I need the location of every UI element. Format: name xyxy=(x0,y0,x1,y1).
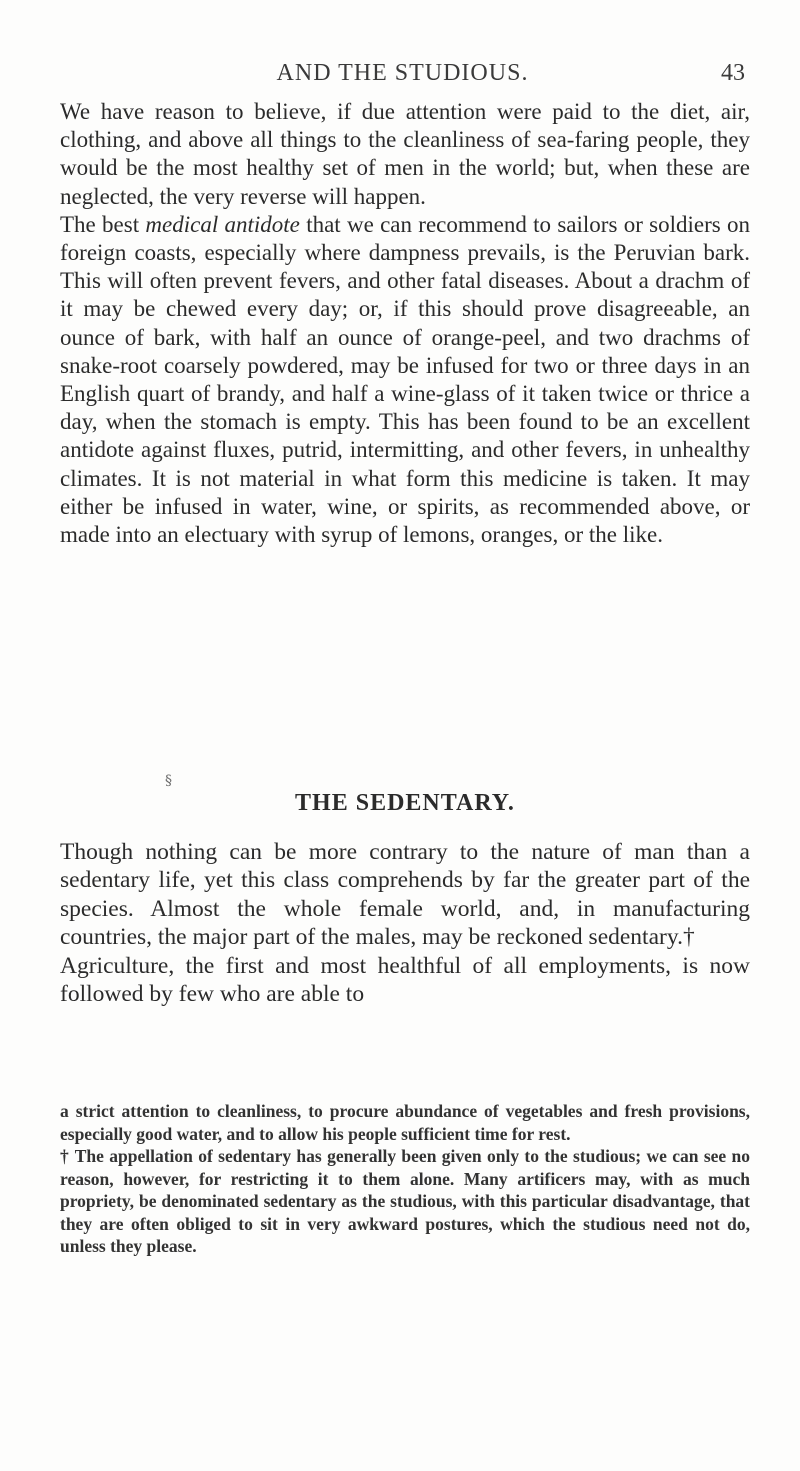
paragraph-text-start: The best xyxy=(60,211,146,237)
main-text xyxy=(60,98,750,549)
paragraph-sea-faring: We have reason to believe, if due attention were paid to the diet, air, clothing, and above all things to the cleanliness of sea-faring people, they would be the most healthy set of men in the world; but, when these are neglected, the very reverse will happen. xyxy=(60,99,750,209)
paragraph-agriculture: Agriculture, the first and most healthful of all employments, is now followed by few who are able to xyxy=(60,952,750,1008)
footnote-continued: a strict attention to cleanliness, to procure abundance of vegetables and fresh provisions, especially good water, and to allow his people sufficient time for rest. xyxy=(60,1101,750,1144)
paragraph-sedentary: Though nothing can be more contrary to the nature of man than a sedentary life, yet this class comprehends by far the greater part of the species. Almost the whole female world, and, in manufacturing countries, the major part of the males, may be reckoned sedentary.† xyxy=(60,839,750,951)
running-head: AND THE STUDIOUS. xyxy=(276,60,529,86)
page-number: 43 xyxy=(721,60,745,86)
section-title: THE SEDENTARY. xyxy=(295,790,515,816)
sedentary-text xyxy=(60,838,750,1008)
footnote-dagger: † The appellation of sedentary has generally been given only to the studious; we can see no reason, however, for restricting it to them alone. Many artificers may, with as much propriety, be denominated sedentary as the studious, with this particular disadvantage, that they are often obliged to sit in very awkward postures, which the studious need not do, unless they please. xyxy=(60,1146,750,1256)
footnotes xyxy=(60,1100,750,1258)
paragraph-text-rest: that we can recommend to sailors or soldiers on foreign coasts, especially where dampness prevails, is the Peruvian bark. This will often prevent fevers, and other fatal diseases. About a drachm of it may be chewed every day; or, if this should prove disagreeable, an ounce of bark, with half an ounce of orange-peel, and two drachms of snake-root coarsely powdered, may be infused for two or three days in an English quart of brandy, and half a wine-glass of it taken twice or thrice a day, when the stomach is empty. This has been found to be an excellent antidote against fluxes, putrid, intermitting, and other fevers, in unhealthy climates. It is not material in what form this medicine is taken. It may either be infused in water, wine, or spirits, as recommended above, or made into an electuary with syrup of lemons, oranges, or the like. xyxy=(60,211,750,548)
page-header xyxy=(60,60,745,92)
italic-phrase: medical antidote xyxy=(145,211,300,237)
section-mark: § xyxy=(165,773,172,789)
paragraph-medical-antidote xyxy=(60,211,750,549)
